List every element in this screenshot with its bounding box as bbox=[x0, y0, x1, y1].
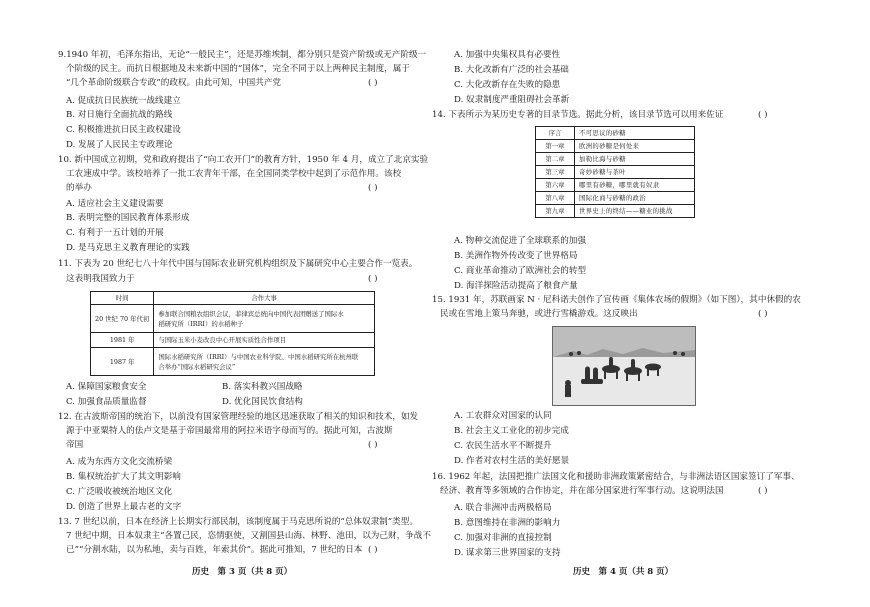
q14-option-d: D. 海洋探险活动提高了粮食产量 bbox=[454, 281, 578, 291]
q14-chapter-title: 哪里有砂糖，哪里就有奴隶 bbox=[575, 179, 695, 192]
page-4-footer: 历史 第 4 页（共 8 页） bbox=[573, 567, 674, 577]
painting-illustration bbox=[553, 327, 695, 405]
q12-option-a: A. 成为东西方文化交流桥梁 bbox=[66, 457, 173, 467]
q14-chapter-label: 第三章 bbox=[536, 166, 575, 179]
q16-stem-line-2: 经济、教育等多领域的合作协定，并在部分国家进行军事行动。这说明法国 bbox=[440, 486, 724, 496]
q12-option-b: B. 集权统治扩大了其文明影响 bbox=[66, 472, 181, 482]
q14-answer-paren: ( ) bbox=[758, 110, 768, 120]
q14-chapter-label: 第九章 bbox=[536, 205, 575, 218]
q9-option-b: B. 对日施行全面抗战的路线 bbox=[66, 110, 173, 120]
q11-table-header-event: 合作大事 bbox=[154, 292, 375, 305]
q14-chapter-title: 不可思议的砂糖 bbox=[575, 127, 695, 140]
q11-table-time: 20 世纪 70 年代初 bbox=[91, 305, 154, 333]
q11-table-event bbox=[154, 305, 375, 333]
q13-option-b: B. 大化改新有广泛的社会基础 bbox=[454, 65, 569, 75]
collective-farm-holiday-painting bbox=[552, 326, 696, 406]
q12-stem-line-3: 帝国 bbox=[66, 440, 84, 450]
q9-answer-paren: ( ) bbox=[368, 78, 378, 88]
q14-stem-line-1: 14. 下表所示为某历史专著的目录节选。据此分析，该目录节选可以用来佐证 bbox=[432, 110, 724, 120]
q11-table-event bbox=[154, 333, 375, 348]
q10-stem-line-2: 工农速成中学。该校培养了一批工农青年干部，在全国同类学校中起到了示范作用。该校 bbox=[66, 169, 402, 179]
q11-table-event-line: 与国际玉米小麦改良中心开展实质性合作项目 bbox=[158, 336, 287, 344]
q14-chapter-title: 奇妙砂糖与茶叶 bbox=[575, 166, 695, 179]
q13-option-c: C. 大化改新存在失败的隐患 bbox=[454, 80, 561, 90]
q14-option-a: A. 物种交流促进了全球联系的加强 bbox=[454, 236, 586, 246]
q14-chapter-title: 欧洲的砂糖是何处来 bbox=[575, 140, 695, 153]
q11-table-time: 1987 年 bbox=[91, 348, 154, 376]
q9-stem-line-1: 9.1940 年初，毛泽东指出，无论“一般民主”，还是苏维埃制，都分别只是资产阶级或无产阶级一 bbox=[58, 50, 427, 60]
q10-option-b: B. 表明完整的国民教育体系形成 bbox=[66, 213, 190, 223]
q14-chapter-title: 国际化商与砂糖的政治 bbox=[575, 192, 695, 205]
q14-chapter-label: 序言 bbox=[536, 127, 575, 140]
q11-option-a: A. 保障国家粮食安全 bbox=[66, 382, 147, 392]
q15-option-c: C. 农民生活水平不断提升 bbox=[454, 441, 552, 451]
q9-option-c: C. 积极推进抗日民主政权建设 bbox=[66, 125, 181, 135]
q13-option-a: A. 加强中央集权具有必要性 bbox=[454, 50, 561, 60]
q16-answer-paren: ( ) bbox=[758, 486, 768, 496]
q16-stem-line-1: 16. 1962 年起，法国把推广法国文化和援助非洲政策紧密结合，与非洲法语区国家签订了军事、 bbox=[432, 472, 800, 482]
q16-option-a: A. 联合非洲冲击两极格局 bbox=[454, 503, 552, 513]
q12-stem-line-2: 源于中亚粟特人的佉卢文是基于帝国最常用的阿拉米语字母而写的。据此可知，古波斯 bbox=[66, 426, 393, 436]
q15-stem-line-1: 15. 1931 年，苏联画家 N · 尼科诺夫创作了宣传画《集体农场的假期》（如下图），其中休假的农 bbox=[432, 295, 801, 305]
q13-answer-paren: ( ) bbox=[368, 545, 378, 555]
q9-stem-line-3: “几个革命阶级联合专政”的政权。由此可知，中国共产党 bbox=[66, 78, 282, 88]
q13-stem-line-2: 7 世纪中期，日本奴隶主“各置己民，恣情驱使，又割国县山海、林野、池田，以为己财，争战不 bbox=[66, 531, 431, 541]
q10-option-c: C. 有利于一五计划的开展 bbox=[66, 228, 164, 238]
q14-chapter-label: 第一章 bbox=[536, 140, 575, 153]
q10-stem-line-3: 的举办 bbox=[66, 183, 92, 193]
q11-table-header-time: 时间 bbox=[91, 292, 154, 305]
q16-option-b: B. 意图维持在非洲的影响力 bbox=[454, 518, 561, 528]
q16-option-c: C. 加强对非洲的直接控制 bbox=[454, 533, 552, 543]
q14-chapter-title: 世界史上的终结——糖业的挑战 bbox=[575, 205, 695, 218]
q16-option-d: D. 谋求第三世界国家的支持 bbox=[454, 548, 561, 558]
q11-cooperation-table bbox=[90, 291, 375, 376]
q14-contents-table bbox=[535, 126, 695, 218]
q12-stem-line-1: 12. 在古波斯帝国的统治下，以前没有国家管理经验的地区迅速获取了相关的知识和技术，如发 bbox=[58, 412, 419, 422]
q11-table-event bbox=[154, 348, 375, 376]
q14-chapter-label: 第二章 bbox=[536, 153, 575, 166]
q11-option-c: C. 加强食品质量监督 bbox=[66, 397, 147, 407]
q15-stem-line-2: 民或在雪地上策马奔驰，或进行雪橇游戏。这反映出 bbox=[440, 309, 638, 319]
q13-stem-line-1: 13. 7 世纪以前，日本在经济上长期实行部民制，该制度属于马克思所说的“总体奴隶制”类型。 bbox=[58, 517, 418, 527]
q10-answer-paren: ( ) bbox=[368, 183, 378, 193]
q13-option-d: D. 奴隶制度严重阻碍社会革新 bbox=[454, 95, 570, 105]
q14-option-b: B. 美洲作物外传改变了世界格局 bbox=[454, 251, 578, 261]
q11-option-b: B. 落实科教兴国战略 bbox=[222, 382, 303, 392]
q12-answer-paren: ( ) bbox=[368, 440, 378, 450]
q9-option-a: A. 促成抗日民族统一战线建立 bbox=[66, 96, 181, 106]
q11-option-d: D. 优化国民饮食结构 bbox=[222, 397, 303, 407]
q15-option-a: A. 工农群众对国家的认同 bbox=[454, 411, 552, 421]
q10-stem-line-1: 10. 新中国成立初期，党和政府提出了“向工农开门”的教育方针，1950 年 4 月，成立了北京实验 bbox=[58, 155, 429, 165]
q14-chapter-label: 第八章 bbox=[536, 192, 575, 205]
q10-option-a: A. 适应社会主义建设需要 bbox=[66, 199, 164, 209]
q11-answer-paren: ( ) bbox=[368, 274, 378, 284]
q15-option-d: D. 作者对农村生活的美好愿景 bbox=[454, 456, 570, 466]
q15-option-b: B. 社会主义工业化的初步完成 bbox=[454, 426, 569, 436]
q13-stem-line-3: 已”“分割水陆，以为私地，卖与百姓，年索其价”。据此可推知，7 世纪的日本 bbox=[66, 545, 363, 555]
q14-chapter-label: 第六章 bbox=[536, 179, 575, 192]
q11-table-event-line: 稻研究所（IRRI）的水稻种子 bbox=[158, 319, 244, 328]
q15-answer-paren: ( ) bbox=[758, 309, 768, 319]
q11-table-event-line: 参加联合国粮农组织会议，菲律宾总统向中国代表团赠送了国际水 bbox=[158, 309, 344, 318]
q12-option-c: C. 广泛吸收被统治地区文化 bbox=[66, 487, 173, 497]
q11-table-time: 1981 年 bbox=[91, 333, 154, 348]
q10-option-d: D. 是马克思主义教育理论的实践 bbox=[66, 243, 190, 253]
q9-stem-line-2: 个阶级的民主。而抗日根据地及未来新中国的“国体”，完全不同于以上两种民主制度，属于 bbox=[66, 64, 410, 74]
q14-option-c: C. 商业革命推动了欧洲社会的转型 bbox=[454, 266, 587, 276]
q14-chapter-title: 加勒比海与砂糖 bbox=[575, 153, 695, 166]
page-3-footer: 历史 第 3 页（共 8 页） bbox=[192, 567, 293, 577]
q9-option-d: D. 发展了人民民主专政理论 bbox=[66, 140, 173, 150]
q11-stem-line-2: 这表明我国致力于 bbox=[66, 274, 135, 284]
q11-table-event-line: 国际水稻研究所（IRRI）与中国农业科学院、中国水稻研究所在杭州联 bbox=[158, 352, 359, 361]
q11-stem-line-1: 11. 下表为 20 世纪七八十年代中国与国际农业研究机构组织及下属研究中心主要合作一览表。 bbox=[58, 259, 418, 269]
q11-table-event-line: 合举办“国际水稻研究会议” bbox=[158, 362, 236, 371]
q12-option-d: D. 创造了世界上最古老的文字 bbox=[66, 502, 182, 512]
